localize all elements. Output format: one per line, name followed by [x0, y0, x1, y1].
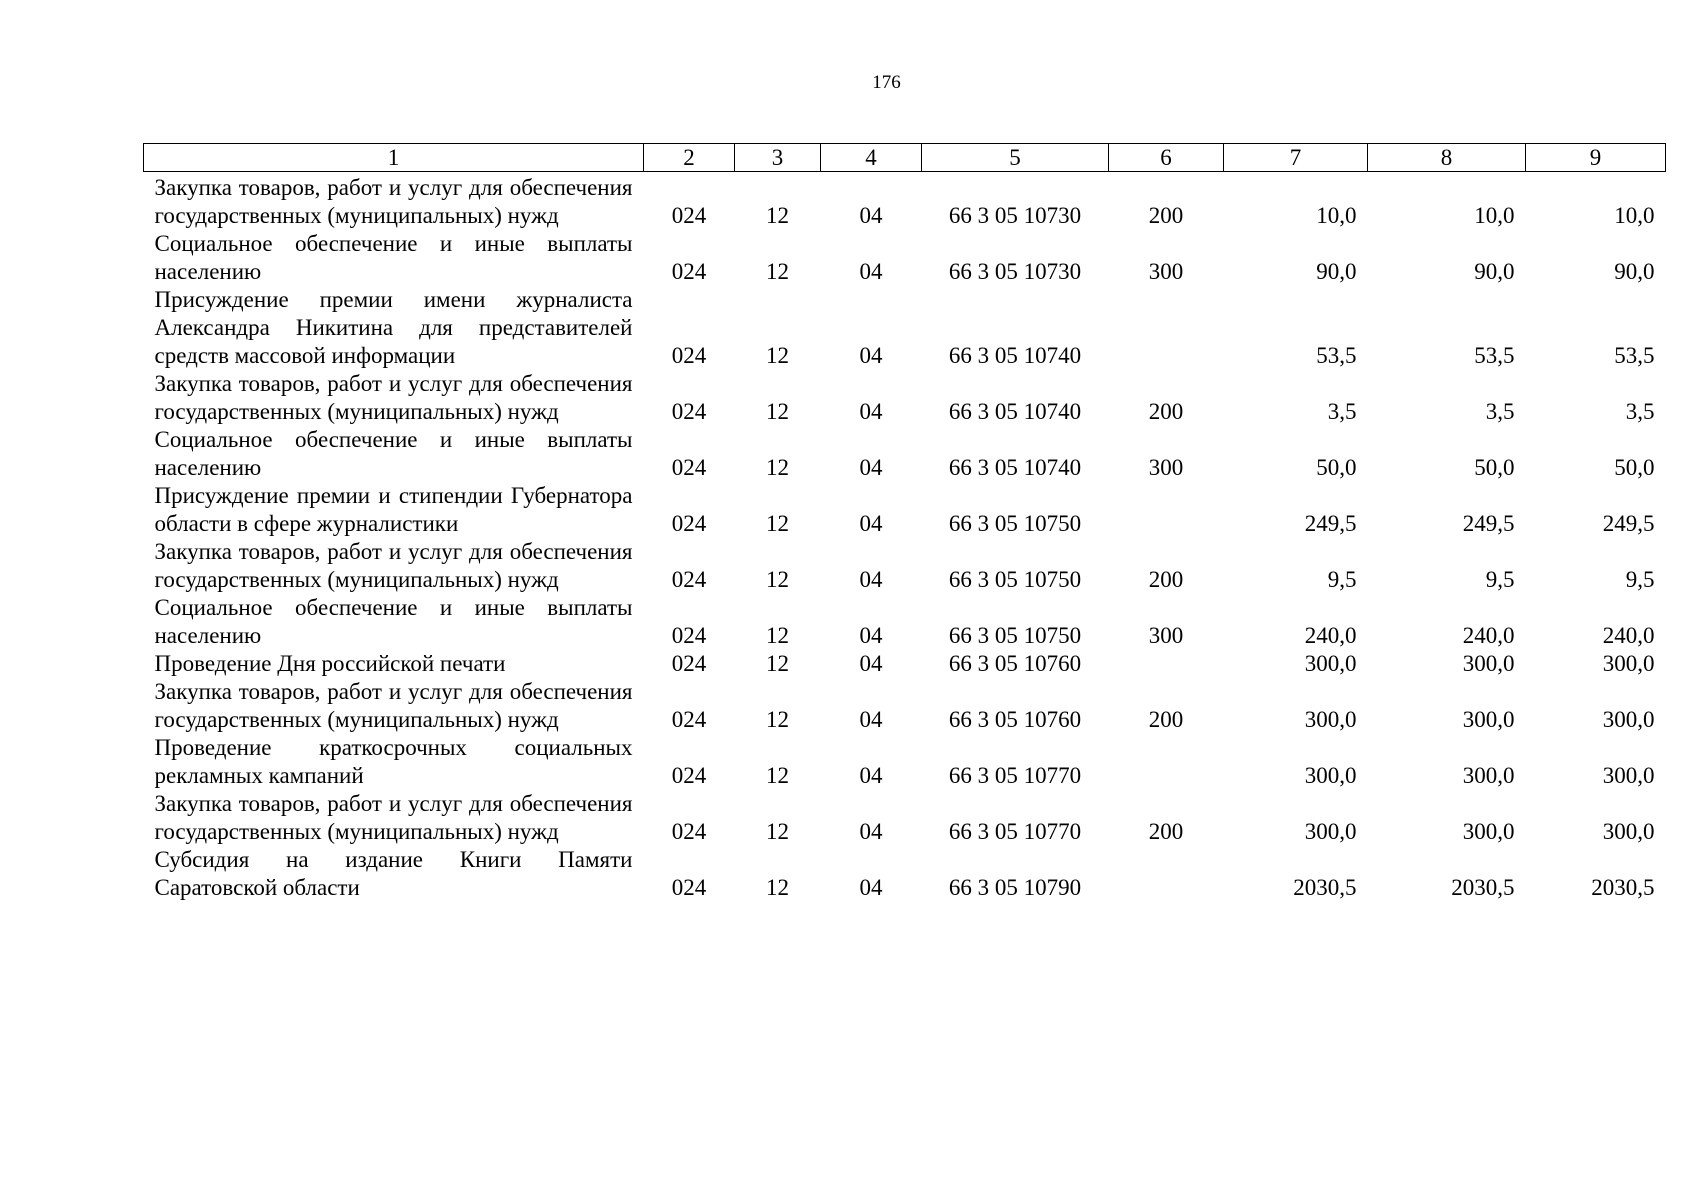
row-target-article: 66 3 05 10740	[948, 399, 1082, 424]
row-name: Присуждение премии и стипендии Губернатора области в сфере журналистики	[154, 483, 633, 536]
row-ministry-code: 024	[671, 875, 707, 900]
column-header-1: 1	[144, 144, 644, 172]
row-subsection-code: 04	[859, 399, 883, 424]
table-body	[144, 172, 1666, 903]
row-amount-col8: 300,0	[1462, 707, 1515, 732]
row-section-code: 12	[766, 875, 789, 900]
table-row	[144, 734, 1666, 790]
row-amount-col9: 90,0	[1614, 259, 1655, 284]
row-subsection-code: 04	[859, 511, 883, 536]
row-target-article: 66 3 05 10740	[948, 343, 1082, 368]
row-ministry-code: 024	[671, 651, 707, 676]
row-target-article: 66 3 05 10760	[948, 651, 1082, 676]
row-expense-type	[1109, 650, 1224, 678]
row-amount-col9: 249,5	[1602, 511, 1655, 536]
row-amount-col8: 300,0	[1462, 819, 1515, 844]
row-section-code: 12	[766, 399, 789, 424]
row-expense-type: 200	[1148, 567, 1184, 592]
row-target-article: 66 3 05 10770	[948, 763, 1082, 788]
row-amount-col9: 3,5	[1625, 399, 1655, 424]
row-ministry-code: 024	[671, 455, 707, 480]
row-section-code: 12	[766, 763, 789, 788]
row-name: Субсидия на издание Книги Памяти Саратовской области	[154, 847, 633, 900]
row-amount-col8: 53,5	[1474, 343, 1515, 368]
row-section-code: 12	[766, 707, 789, 732]
row-name: Закупка товаров, работ и услуг для обеспечения государственных (муниципальных) нужд	[154, 791, 633, 844]
row-amount-col7: 50,0	[1316, 455, 1357, 480]
row-amount-col7: 300,0	[1304, 819, 1357, 844]
row-ministry-code: 024	[671, 707, 707, 732]
row-name: Закупка товаров, работ и услуг для обеспечения государственных (муниципальных) нужд	[154, 679, 633, 732]
row-section-code: 12	[766, 651, 789, 676]
row-amount-col8: 2030,5	[1451, 875, 1515, 900]
row-section-code: 12	[766, 455, 789, 480]
row-amount-col9: 240,0	[1602, 623, 1655, 648]
row-ministry-code: 024	[671, 343, 707, 368]
table-row	[144, 172, 1666, 231]
row-subsection-code: 04	[859, 259, 883, 284]
row-amount-col9: 2030,5	[1591, 875, 1655, 900]
row-section-code: 12	[766, 567, 789, 592]
row-ministry-code: 024	[671, 399, 707, 424]
column-header-7: 7	[1224, 144, 1368, 172]
row-name: Социальное обеспечение и иные выплаты населению	[154, 231, 633, 284]
row-expense-type: 200	[1148, 399, 1184, 424]
row-amount-col8: 50,0	[1474, 455, 1515, 480]
column-header-3: 3	[735, 144, 821, 172]
row-ministry-code: 024	[671, 819, 707, 844]
row-name: Закупка товаров, работ и услуг для обеспечения государственных (муниципальных) нужд	[154, 539, 633, 592]
row-amount-col9: 9,5	[1625, 567, 1655, 592]
row-amount-col8: 300,0	[1462, 763, 1515, 788]
row-amount-col7: 300,0	[1304, 763, 1357, 788]
row-amount-col9: 53,5	[1614, 343, 1655, 368]
row-section-code: 12	[766, 511, 789, 536]
table-row	[144, 650, 1666, 678]
row-name: Присуждение премии имени журналиста Александра Никитина для представителей средств массовой информации	[154, 287, 633, 368]
row-subsection-code: 04	[859, 819, 883, 844]
row-amount-col8: 9,5	[1485, 567, 1515, 592]
row-expense-type: 200	[1148, 203, 1184, 228]
row-name: Закупка товаров, работ и услуг для обеспечения государственных (муниципальных) нужд	[154, 175, 633, 228]
row-section-code: 12	[766, 623, 789, 648]
row-subsection-code: 04	[859, 623, 883, 648]
row-amount-col9: 300,0	[1602, 763, 1655, 788]
row-amount-col7: 3,5	[1327, 399, 1357, 424]
row-amount-col7: 2030,5	[1293, 875, 1357, 900]
row-subsection-code: 04	[859, 203, 883, 228]
row-amount-col8: 300,0	[1462, 651, 1515, 676]
row-section-code: 12	[766, 819, 789, 844]
row-target-article: 66 3 05 10750	[948, 511, 1082, 536]
row-expense-type	[1109, 286, 1224, 370]
column-header-9: 9	[1526, 144, 1666, 172]
row-amount-col9: 300,0	[1602, 707, 1655, 732]
row-ministry-code: 024	[671, 511, 707, 536]
table-row	[144, 286, 1666, 370]
row-amount-col7: 249,5	[1304, 511, 1357, 536]
table-row	[144, 370, 1666, 426]
row-amount-col9: 10,0	[1614, 203, 1655, 228]
row-subsection-code: 04	[859, 651, 883, 676]
row-amount-col8: 10,0	[1474, 203, 1515, 228]
row-ministry-code: 024	[671, 203, 707, 228]
row-subsection-code: 04	[859, 455, 883, 480]
table-row	[144, 482, 1666, 538]
row-amount-col8: 249,5	[1462, 511, 1515, 536]
row-expense-type	[1109, 846, 1224, 902]
row-target-article: 66 3 05 10730	[948, 259, 1082, 284]
row-section-code: 12	[766, 343, 789, 368]
row-target-article: 66 3 05 10790	[948, 875, 1082, 900]
table-row	[144, 594, 1666, 650]
table-row	[144, 678, 1666, 734]
row-ministry-code: 024	[671, 259, 707, 284]
column-header-4: 4	[821, 144, 922, 172]
row-expense-type: 300	[1148, 623, 1184, 648]
row-subsection-code: 04	[859, 343, 883, 368]
column-header-2: 2	[644, 144, 735, 172]
row-name: Социальное обеспечение и иные выплаты населению	[154, 595, 633, 648]
row-subsection-code: 04	[859, 875, 883, 900]
row-amount-col7: 300,0	[1304, 707, 1357, 732]
row-amount-col7: 53,5	[1316, 343, 1357, 368]
row-amount-col7: 300,0	[1304, 651, 1357, 676]
table-row	[144, 538, 1666, 594]
row-subsection-code: 04	[859, 763, 883, 788]
row-ministry-code: 024	[671, 567, 707, 592]
column-header-8: 8	[1368, 144, 1526, 172]
column-header-5: 5	[922, 144, 1109, 172]
row-expense-type: 300	[1148, 259, 1184, 284]
row-name: Социальное обеспечение и иные выплаты населению	[154, 427, 633, 480]
row-target-article: 66 3 05 10760	[948, 707, 1082, 732]
row-name: Закупка товаров, работ и услуг для обеспечения государственных (муниципальных) нужд	[154, 371, 633, 424]
row-subsection-code: 04	[859, 567, 883, 592]
row-name: Проведение Дня российской печати	[154, 651, 506, 676]
row-amount-col7: 10,0	[1316, 203, 1357, 228]
row-expense-type	[1109, 734, 1224, 790]
table-row	[144, 230, 1666, 286]
table-header	[144, 144, 1666, 172]
row-amount-col7: 240,0	[1304, 623, 1357, 648]
row-section-code: 12	[766, 259, 789, 284]
row-amount-col8: 90,0	[1474, 259, 1515, 284]
row-amount-col9: 300,0	[1602, 819, 1655, 844]
row-name: Проведение краткосрочных социальных рекламных кампаний	[154, 735, 633, 788]
row-section-code: 12	[766, 203, 789, 228]
row-target-article: 66 3 05 10770	[948, 819, 1082, 844]
row-ministry-code: 024	[671, 623, 707, 648]
row-amount-col7: 90,0	[1316, 259, 1357, 284]
row-expense-type	[1109, 482, 1224, 538]
budget-table	[143, 143, 1666, 902]
row-target-article: 66 3 05 10740	[948, 455, 1082, 480]
row-target-article: 66 3 05 10750	[948, 623, 1082, 648]
row-target-article: 66 3 05 10730	[948, 203, 1082, 228]
table-row	[144, 426, 1666, 482]
row-amount-col9: 50,0	[1614, 455, 1655, 480]
row-subsection-code: 04	[859, 707, 883, 732]
row-expense-type: 300	[1148, 455, 1184, 480]
row-ministry-code: 024	[671, 763, 707, 788]
row-amount-col7: 9,5	[1327, 567, 1357, 592]
column-header-6: 6	[1109, 144, 1224, 172]
table-row	[144, 790, 1666, 846]
page-number: 176	[872, 72, 901, 93]
row-amount-col8: 3,5	[1485, 399, 1515, 424]
table-row	[144, 846, 1666, 902]
row-amount-col8: 240,0	[1462, 623, 1515, 648]
row-amount-col9: 300,0	[1602, 651, 1655, 676]
row-target-article: 66 3 05 10750	[948, 567, 1082, 592]
header-row	[144, 144, 1666, 172]
row-expense-type: 200	[1148, 819, 1184, 844]
row-expense-type: 200	[1148, 707, 1184, 732]
